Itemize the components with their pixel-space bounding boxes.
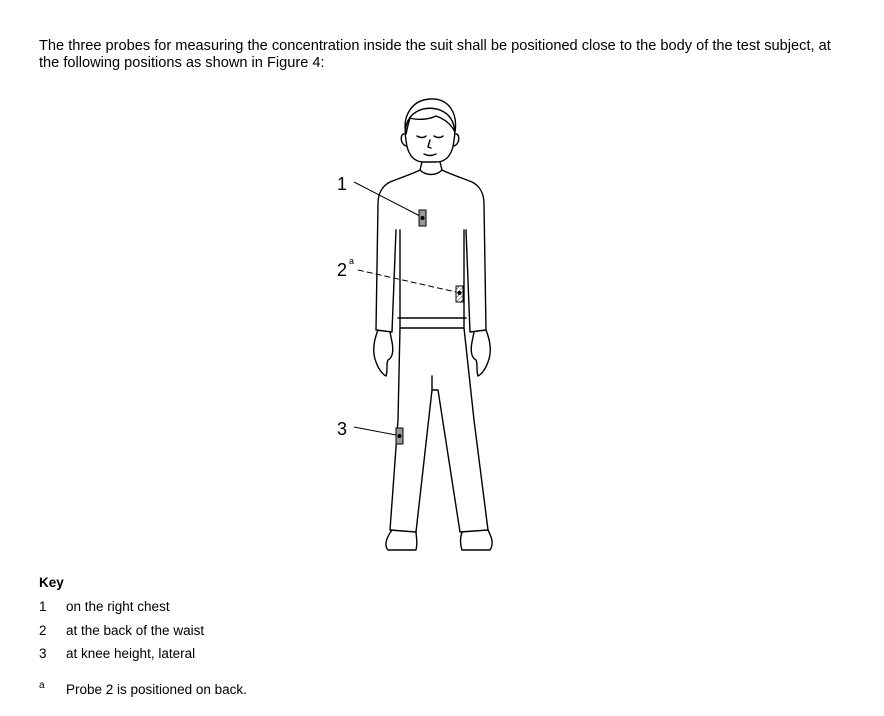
figure-probe-positions [320, 90, 530, 560]
right-hand [471, 330, 490, 376]
probe-2-label: 2 [337, 260, 348, 280]
footnote-mark: a [39, 680, 45, 691]
human-figure-drawing [320, 90, 530, 560]
probe-2-marker [358, 270, 463, 302]
key-item-text: at the back of the waist [66, 623, 205, 638]
key-title: Key [39, 575, 64, 590]
intro-paragraph: The three probes for measuring the concentration inside the suit shall be positioned close to the body of the test subject, at the following positions as shown in Figure 4: [39, 38, 831, 71]
hair [405, 99, 455, 134]
probe-3-label: 3 [337, 419, 348, 439]
key-item-text: on the right chest [66, 599, 170, 614]
sweater-outline [376, 170, 420, 332]
head-outline [405, 108, 454, 162]
left-hand [374, 330, 393, 376]
right-foot [461, 530, 493, 550]
probe-3-marker [354, 427, 403, 444]
key-item-number: 2 [39, 623, 47, 638]
key-item-text: at knee height, lateral [66, 646, 196, 661]
key-item-number: 1 [39, 599, 47, 614]
probe-2-footnote-mark: a [349, 256, 355, 266]
key-item-number: 3 [39, 646, 47, 661]
left-foot [386, 530, 417, 550]
probe-1-label: 1 [337, 174, 348, 194]
footnote-text: Probe 2 is positioned on back. [66, 682, 247, 697]
probe-1-marker [354, 182, 426, 226]
